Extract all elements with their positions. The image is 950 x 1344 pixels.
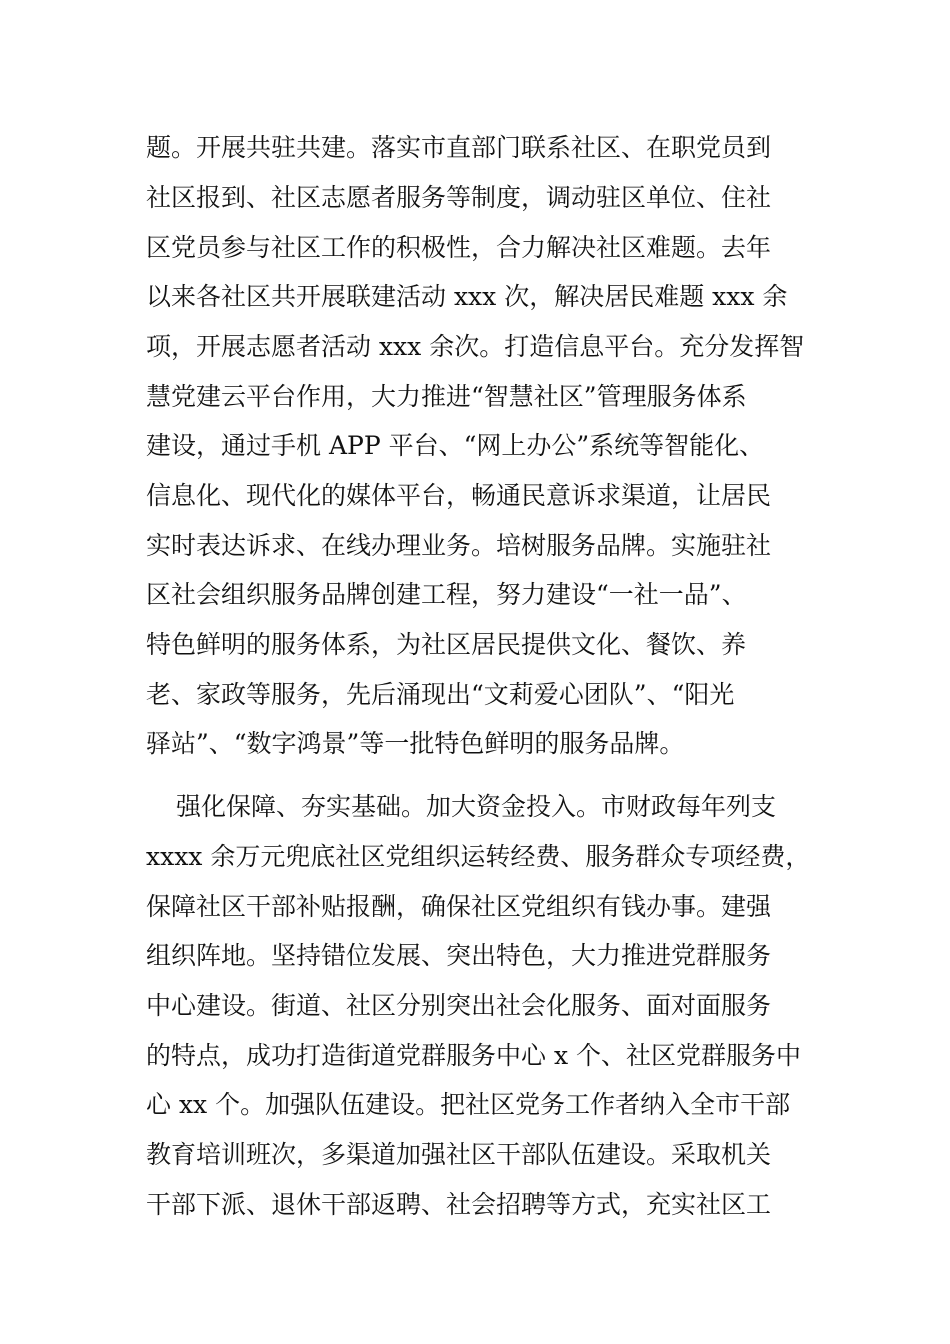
text-line: 社区报到、社区志愿者服务等制度，调动驻区单位、住社 — [146, 183, 772, 212]
text-line: 慧党建云平台作用，大力推进“智慧社区”管理服务体系 — [146, 382, 747, 411]
text-line: 教育培训班次，多渠道加强社区干部队伍建设。采取机关 — [146, 1140, 772, 1169]
text-line: 干部下派、退休干部返聘、社会招聘等方式，充实社区工 — [146, 1190, 772, 1219]
text-line: 以来各社区共开展联建活动 xxx 次，解决居民难题 xxx 余 — [146, 282, 788, 311]
text-line: 区社会组织服务品牌创建工程，努力建设“一社一品”、 — [146, 580, 747, 609]
text-line: 信息化、现代化的媒体平台，畅通民意诉求渠道，让居民 — [146, 481, 772, 510]
text-line: 项，开展志愿者活动 xxx 余次。打造信息平台。充分发挥智 — [146, 332, 805, 361]
text-line: 特色鲜明的服务体系，为社区居民提供文化、餐饮、养 — [146, 630, 747, 659]
text-line: 题。开展共驻共建。落实市直部门联系社区、在职党员到 — [146, 133, 772, 162]
text-line: 建设，通过手机 APP 平台、“网上办公”系统等智能化、 — [146, 431, 765, 460]
paragraph-start-line: 强化保障、夯实基础。加大资金投入。市财政每年列支 — [176, 792, 777, 821]
text-line: 中心建设。街道、社区分别突出社会化服务、面对面服务 — [146, 991, 772, 1020]
text-line: 驿站”、“数字鸿景”等一批特色鲜明的服务品牌。 — [146, 729, 685, 758]
text-line: xxxx 余万元兜底社区党组织运转经费、服务群众专项经费， — [146, 842, 811, 871]
text-line: 保障社区干部补贴报酬，确保社区党组织有钱办事。建强 — [146, 892, 772, 921]
text-line: 心 xx 个。加强队伍建设。把社区党务工作者纳入全市干部 — [146, 1090, 791, 1119]
text-line: 组织阵地。坚持错位发展、突出特色，大力推进党群服务 — [146, 941, 772, 970]
text-line: 的特点，成功打造街道党群服务中心 x 个、社区党群服务中 — [146, 1041, 801, 1070]
text-line: 实时表达诉求、在线办理业务。培树服务品牌。实施驻社 — [146, 531, 772, 560]
text-line: 老、家政等服务，先后涌现出“文莉爱心团队”、“阳光 — [146, 680, 735, 709]
text-line: 区党员参与社区工作的积极性，合力解决社区难题。去年 — [146, 233, 772, 262]
